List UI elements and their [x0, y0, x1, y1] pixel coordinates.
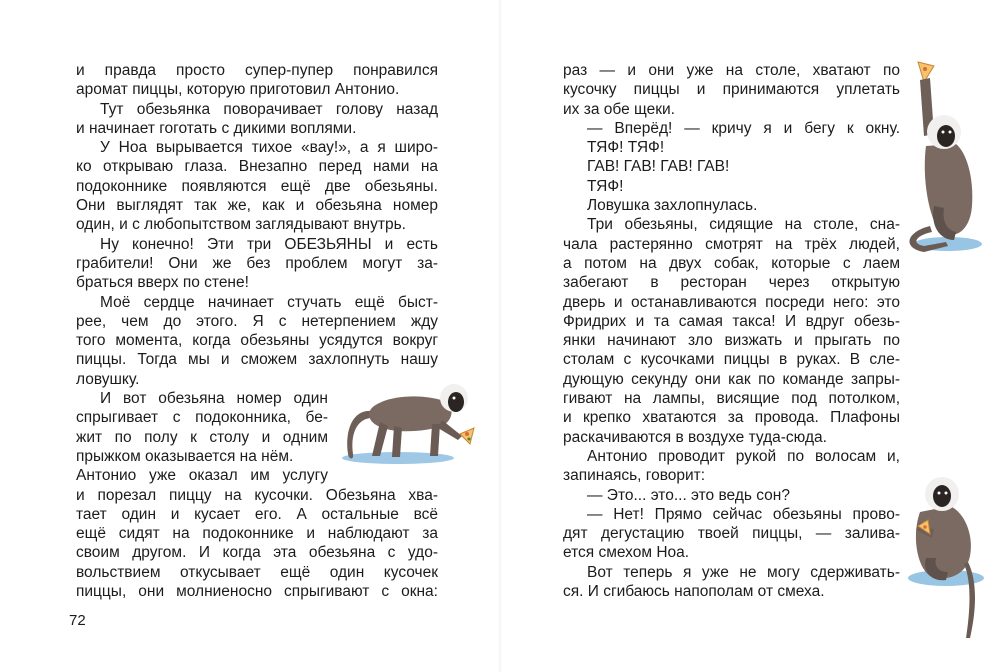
left-text-column	[76, 61, 438, 601]
text-line: грабители! Они же без проблем могут за-	[76, 254, 438, 272]
sitting-monkey-raised-pizza-illustration	[900, 56, 990, 266]
text-line: их за обе щеки.	[563, 100, 675, 118]
text-line: дят дегустацию твоей пиццы, — залива-	[563, 525, 900, 543]
sitting-monkey-eating-pizza-illustration	[906, 472, 992, 648]
text-line: ко открываю глаза. Внезапно перед нами на	[76, 158, 438, 176]
text-line: запинаясь, говорит:	[563, 467, 706, 485]
text-line: И вот обезьяна номер один	[100, 390, 328, 408]
text-line: аромат пиццы, которую приготовил Антонио.	[76, 81, 400, 99]
text-line: один, и с любопытством заглядывают внутрь.	[76, 216, 406, 234]
text-line: чала растерянно смотрят на трёх людей,	[563, 235, 900, 253]
text-line: ТЯФ!	[587, 177, 624, 195]
text-line: тает один и кусает его. А остальные всё	[76, 505, 438, 523]
text-line: — Вперёд! — кричу я и бегу к окну.	[587, 119, 900, 137]
text-line: своим другом. И когда эта обезьяна с удо-	[76, 544, 438, 562]
walking-monkey-illustration	[336, 376, 486, 468]
text-line: а потом на двух собак, которые с лаем	[563, 254, 900, 272]
text-line: У Ноа вырывается тихое «вау!», а я широ-	[100, 139, 438, 157]
text-line: гивают на лампы, висящие под потолком,	[563, 390, 900, 408]
text-line: Три обезьяны, сидящие на столе, сна-	[587, 216, 900, 234]
text-line: вольствием откусывает ещё один кусочек	[76, 563, 438, 581]
text-line: подоконнике появляются ещё две обезьяны.	[76, 177, 438, 195]
text-line: и начинает гоготать с дикими воплями.	[76, 119, 357, 137]
text-line: кусочку пиццы и принимаются уплетать	[563, 81, 900, 99]
text-line: дующую секунду они как по команде запры-	[563, 370, 900, 388]
text-line: янки начинают зло визжать и прыгать по	[563, 332, 900, 350]
text-line: дверь и останавливаются посреди него: это	[563, 293, 900, 311]
text-line: и крепко хватаются за провода. Плафоны	[563, 409, 900, 427]
text-line: Вот теперь я уже не могу сдерживать-	[587, 563, 900, 581]
text-line: Они выглядят так же, как и обезьяна номер	[76, 197, 438, 215]
text-line: Ну конечно! Эти три ОБЕЗЬЯНЫ и есть	[100, 235, 438, 253]
text-line: ГАВ! ГАВ! ГАВ! ГАВ!	[587, 158, 730, 176]
text-line: — Нет! Прямо сейчас обезьяны прово-	[587, 505, 900, 523]
text-line: ТЯФ! ТЯФ!	[587, 139, 665, 157]
text-line: Антонио проводит рукой по волосам и,	[587, 447, 900, 465]
text-line: прыжком оказывается на нём.	[76, 447, 294, 465]
text-line: Антонио уже оказал им услугу	[76, 467, 328, 485]
text-line: ется смехом Ноа.	[563, 544, 690, 562]
text-line: жит по полу к столу и одним	[76, 428, 328, 446]
text-line: спрыгивает с подоконника, бе-	[76, 409, 328, 427]
text-line: ся. И сгибаюсь напополам от смеха.	[563, 583, 825, 601]
right-text-column	[563, 61, 900, 601]
text-line: ещё сидят на подоконнике и наблюдают за	[76, 525, 438, 543]
text-line: раскачиваются в воздухе туда-сюда.	[563, 428, 827, 446]
text-line: пиццы. Тогда мы и сможем захлопнуть нашу	[76, 351, 438, 369]
text-line: браться вверх по стене!	[76, 274, 249, 292]
text-line: Тут обезьянка поворачивает голову назад	[100, 100, 438, 118]
right-page	[500, 0, 1000, 672]
text-line: Ловушка захлопнулась.	[587, 197, 758, 215]
text-line: Фридрих и та самая такса! И вдруг обезь-	[563, 312, 900, 330]
text-line: рее, чем до этого. Я с нетерпением жду	[76, 312, 438, 330]
page-number: 72	[69, 612, 86, 629]
text-line: пиццы, они молниеносно спрыгивают с окна:	[76, 583, 438, 601]
text-line: — Это... это... это ведь сон?	[587, 486, 790, 504]
text-line: столам с кусочками пиццы в руках. В сле-	[563, 351, 900, 369]
text-line: раз — и они уже на столе, хватают по	[563, 62, 900, 79]
text-line: забегают в ресторан через открытую	[563, 274, 900, 292]
text-line: и правда просто супер-пупер понравился	[76, 62, 438, 79]
text-line: Моё сердце начинает стучать ещё быст-	[100, 293, 438, 311]
text-line: того момента, когда обезьяны усядутся вокруг	[76, 332, 438, 350]
text-line: ловушку.	[76, 370, 140, 388]
text-line: и порезал пиццу на кусочки. Обезьяна хва-	[76, 486, 438, 504]
